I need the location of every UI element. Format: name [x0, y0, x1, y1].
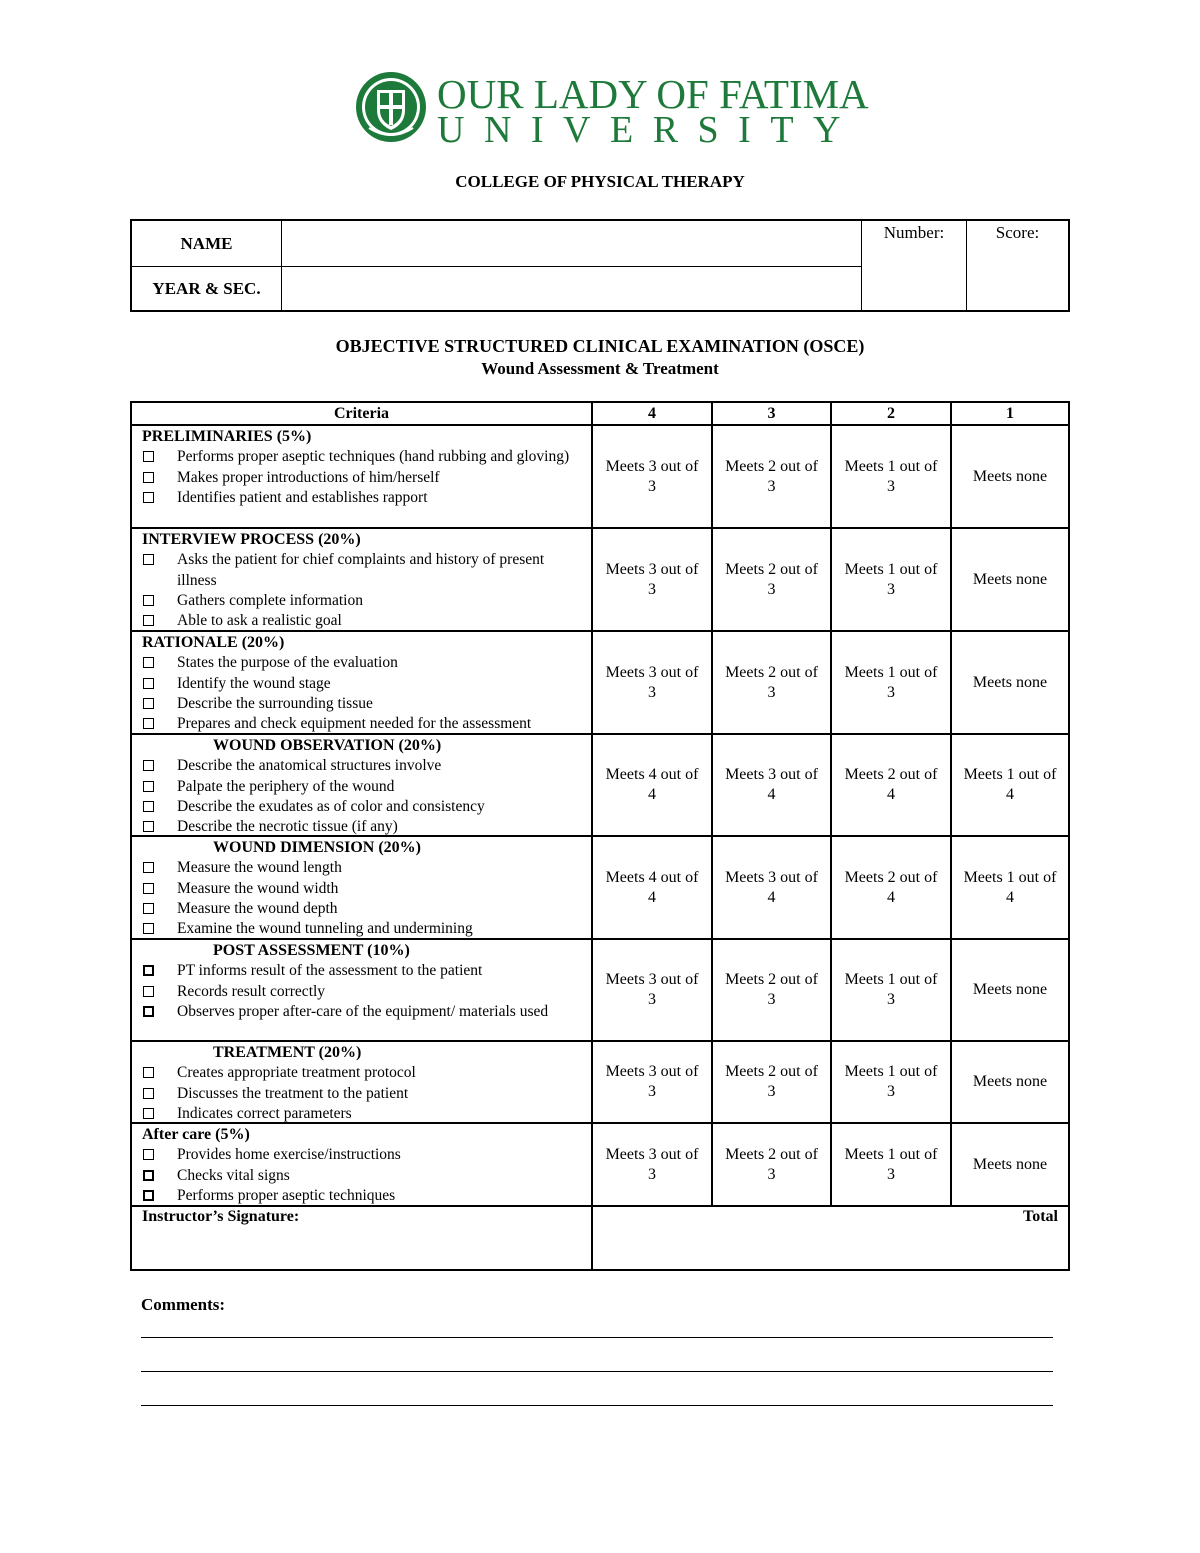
score-cell-1[interactable]: Meets 1 out of 4 [963, 868, 1057, 906]
score-cell-1[interactable]: Meets none [972, 981, 1048, 998]
criteria-item-text: Creates appropriate treatment protocol [177, 1064, 416, 1082]
score-cell-4[interactable]: Meets 3 out of 3 [593, 426, 713, 527]
checkbox-icon[interactable] [143, 554, 154, 565]
section-title: PRELIMINARIES (5%) [142, 428, 312, 445]
checkbox-icon[interactable] [143, 678, 154, 689]
section-title: RATIONALE (20%) [142, 634, 285, 651]
criteria-item [142, 550, 587, 591]
criteria-item [142, 468, 587, 488]
criteria-item [142, 611, 587, 631]
checkbox-icon[interactable] [143, 781, 154, 792]
score-cell-2[interactable]: Meets 2 out of 4 [832, 837, 952, 938]
criteria-item-text: Records result correctly [177, 982, 326, 1000]
university-logo [355, 68, 869, 151]
checkbox-icon[interactable] [143, 718, 154, 729]
section-title: INTERVIEW PROCESS (20%) [142, 531, 361, 548]
criteria-item [142, 797, 587, 817]
checkbox-icon[interactable] [143, 472, 154, 483]
criteria-item [142, 858, 587, 878]
criteria-item-text: Measure the wound length [177, 859, 342, 877]
checkbox-icon[interactable] [143, 1149, 154, 1160]
criteria-item [142, 1084, 587, 1104]
criteria-cell [132, 426, 593, 527]
score-cell-4[interactable]: Meets 3 out of 3 [593, 1042, 713, 1122]
checkbox-icon[interactable] [143, 1088, 154, 1099]
year-section-field[interactable] [282, 267, 862, 310]
logo-line-2: UNIVERSITY [437, 109, 860, 151]
criteria-item [142, 714, 587, 734]
criteria-item [142, 919, 587, 939]
comment-line[interactable] [141, 1405, 1053, 1406]
section-title: TREATMENT (20%) [213, 1044, 362, 1061]
criteria-item [142, 488, 587, 508]
checkbox-icon[interactable] [143, 657, 154, 668]
criteria-item [142, 1166, 587, 1186]
criteria-item-text: Discusses the treatment to the patient [177, 1084, 409, 1102]
criteria-cell [132, 632, 593, 733]
score-cell-1[interactable]: Meets none [972, 467, 1048, 485]
header-score-3: 3 [713, 403, 832, 424]
criteria-item [142, 777, 587, 797]
criteria-cell [132, 1042, 593, 1122]
criteria-row [132, 529, 1068, 632]
score-cell-1[interactable]: Meets none [972, 570, 1048, 588]
criteria-item-text: Performs proper aseptic techniques (hand rubbing and gloving) [177, 448, 570, 466]
score-cell-4[interactable]: Meets 4 out of 4 [593, 735, 713, 835]
criteria-item-text: Checks vital signs [177, 1166, 290, 1184]
score-cell-4[interactable]: Meets 3 out of 3 [593, 632, 713, 733]
rubric-header-row [132, 403, 1068, 426]
logo-line-1: OUR LADY OF FATIMA [437, 71, 869, 117]
criteria-cell [132, 735, 593, 835]
checkbox-icon[interactable] [143, 1190, 154, 1201]
section-title: WOUND OBSERVATION (20%) [213, 737, 442, 754]
score-cell-1[interactable]: Meets none [972, 1073, 1048, 1090]
section-title: WOUND DIMENSION (20%) [213, 839, 421, 856]
score-cell-1[interactable]: Meets none [972, 673, 1048, 691]
instructor-signature-label: Instructor’s Signature: [132, 1207, 593, 1269]
criteria-cell [132, 1124, 593, 1205]
criteria-item-text: Measure the wound width [177, 879, 339, 897]
checkbox-icon[interactable] [143, 1067, 154, 1078]
criteria-item-text: Prepares and check equipment needed for the assessment [177, 715, 532, 733]
criteria-item-text: Describe the anatomical structures involve [177, 757, 442, 775]
score-cell-2[interactable]: Meets 1 out of 3 [832, 529, 952, 630]
header-score-2: 2 [832, 403, 952, 424]
student-info-table [130, 219, 1070, 312]
score-cell-1[interactable]: Meets 1 out of 4 [963, 766, 1057, 803]
checkbox-icon[interactable] [143, 698, 154, 709]
score-cell-4[interactable]: Meets 3 out of 3 [593, 940, 713, 1040]
score-cell-4[interactable]: Meets 3 out of 3 [593, 529, 713, 630]
criteria-item-text: Examine the wound tunneling and undermining [177, 920, 473, 938]
checkbox-icon[interactable] [143, 883, 154, 894]
checkbox-icon[interactable] [143, 903, 154, 914]
section-title: POST ASSESSMENT (10%) [213, 942, 410, 959]
exam-subtitle: Wound Assessment & Treatment [481, 359, 719, 378]
score-cell-3[interactable]: Meets 2 out of 3 [713, 940, 832, 1040]
criteria-item-text: PT informs result of the assessment to the patient [177, 962, 483, 980]
criteria-row [132, 1124, 1068, 1207]
criteria-item [142, 1145, 587, 1165]
criteria-item-text: Makes proper introductions of him/herself [177, 468, 440, 486]
criteria-item-text: Describe the surrounding tissue [177, 694, 373, 712]
checkbox-icon[interactable] [143, 923, 154, 934]
criteria-item-text: Describe the necrotic tissue (if any) [177, 818, 398, 836]
number-field[interactable] [862, 221, 967, 310]
criteria-row [132, 940, 1068, 1042]
comment-line[interactable] [141, 1371, 1053, 1372]
score-label: Score: [995, 223, 1040, 242]
criteria-item [142, 961, 587, 981]
score-cell-2[interactable]: Meets 1 out of 3 [832, 1042, 952, 1122]
criteria-item-text: Performs proper aseptic techniques [177, 1186, 396, 1204]
checkbox-icon[interactable] [143, 451, 154, 462]
criteria-item [142, 694, 587, 714]
header-score-4: 4 [593, 403, 713, 424]
checkbox-icon[interactable] [143, 986, 154, 997]
section-title: After care (5%) [142, 1126, 250, 1143]
criteria-item [142, 817, 587, 837]
criteria-item [142, 756, 587, 776]
score-cell-2[interactable]: Meets 1 out of 3 [832, 1124, 952, 1205]
criteria-item-text: Palpate the periphery of the wound [177, 777, 395, 795]
criteria-item [142, 1104, 587, 1124]
criteria-row [132, 426, 1068, 529]
criteria-item [142, 447, 587, 467]
signature-row [132, 1207, 1068, 1269]
exam-title: OBJECTIVE STRUCTURED CLINICAL EXAMINATION (OSCE) [335, 336, 865, 356]
checkbox-icon[interactable] [143, 821, 154, 832]
total-field[interactable]: Total [1023, 1208, 1058, 1225]
criteria-cell [132, 837, 593, 938]
number-label: Number: [883, 223, 945, 242]
checkbox-icon[interactable] [143, 965, 154, 976]
criteria-item [142, 1186, 587, 1206]
score-cell-3[interactable]: Meets 2 out of 3 [713, 632, 832, 733]
checkbox-icon[interactable] [143, 801, 154, 812]
criteria-item [142, 982, 587, 1002]
comment-line[interactable] [141, 1337, 1053, 1338]
checkbox-icon[interactable] [143, 1006, 154, 1017]
criteria-row [132, 632, 1068, 735]
criteria-row [132, 735, 1068, 837]
criteria-item [142, 674, 587, 694]
checkbox-icon[interactable] [143, 595, 154, 606]
criteria-item-text: Describe the exudates as of color and consistency [177, 797, 485, 815]
criteria-item-text: Asks the patient for chief complaints and history of present illness [177, 551, 545, 589]
college-name: COLLEGE OF PHYSICAL THERAPY [455, 172, 745, 191]
score-cell-3[interactable]: Meets 3 out of 4 [713, 735, 832, 835]
criteria-item-text: Identify the wound stage [177, 674, 331, 692]
criteria-item [142, 653, 587, 673]
header-criteria: Criteria [132, 403, 593, 424]
criteria-item-text: Indicates correct parameters [177, 1104, 352, 1122]
criteria-item-text: Able to ask a realistic goal [177, 612, 342, 630]
header-score-1: 1 [1006, 405, 1014, 422]
checkbox-icon[interactable] [143, 1170, 154, 1181]
checkbox-icon[interactable] [143, 615, 154, 626]
score-cell-1[interactable]: Meets none [972, 1155, 1048, 1173]
criteria-item [142, 1002, 587, 1022]
name-label: NAME [132, 221, 282, 267]
criteria-row [132, 1042, 1068, 1124]
score-cell-2[interactable]: Meets 1 out of 3 [832, 632, 952, 733]
score-cell-3[interactable]: Meets 3 out of 4 [713, 837, 832, 938]
comments-label: Comments: [141, 1295, 226, 1314]
score-cell-3[interactable]: Meets 2 out of 3 [713, 1042, 832, 1122]
university-seal-icon [355, 68, 427, 146]
criteria-item [142, 591, 587, 611]
score-field[interactable] [967, 221, 1068, 310]
year-section-label: YEAR & SEC. [132, 267, 282, 310]
name-field[interactable] [282, 221, 862, 267]
criteria-cell [132, 529, 593, 630]
criteria-row [132, 837, 1068, 940]
checkbox-icon[interactable] [143, 492, 154, 503]
score-cell-4[interactable]: Meets 4 out of 4 [593, 837, 713, 938]
score-cell-3[interactable]: Meets 2 out of 3 [713, 426, 832, 527]
criteria-item-text: Provides home exercise/instructions [177, 1146, 401, 1164]
score-cell-2[interactable]: Meets 2 out of 4 [832, 735, 952, 835]
criteria-item [142, 879, 587, 899]
criteria-item-text: Measure the wound depth [177, 899, 338, 917]
score-cell-4[interactable]: Meets 3 out of 3 [593, 1124, 713, 1205]
score-cell-2[interactable]: Meets 1 out of 3 [832, 426, 952, 527]
score-cell-2[interactable]: Meets 1 out of 3 [832, 940, 952, 1040]
criteria-item-text: Gathers complete information [177, 591, 363, 609]
criteria-item-text: Identifies patient and establishes rapport [177, 488, 428, 506]
checkbox-icon[interactable] [143, 1108, 154, 1119]
criteria-item-text: Observes proper after-care of the equipment/ materials used [177, 1002, 549, 1020]
checkbox-icon[interactable] [143, 760, 154, 771]
criteria-item [142, 1063, 587, 1083]
checkbox-icon[interactable] [143, 862, 154, 873]
criteria-item-text: States the purpose of the evaluation [177, 654, 398, 672]
score-cell-3[interactable]: Meets 2 out of 3 [713, 1124, 832, 1205]
rubric-table [130, 401, 1070, 1271]
criteria-item [142, 899, 587, 919]
score-cell-3[interactable]: Meets 2 out of 3 [713, 529, 832, 630]
criteria-cell [132, 940, 593, 1040]
